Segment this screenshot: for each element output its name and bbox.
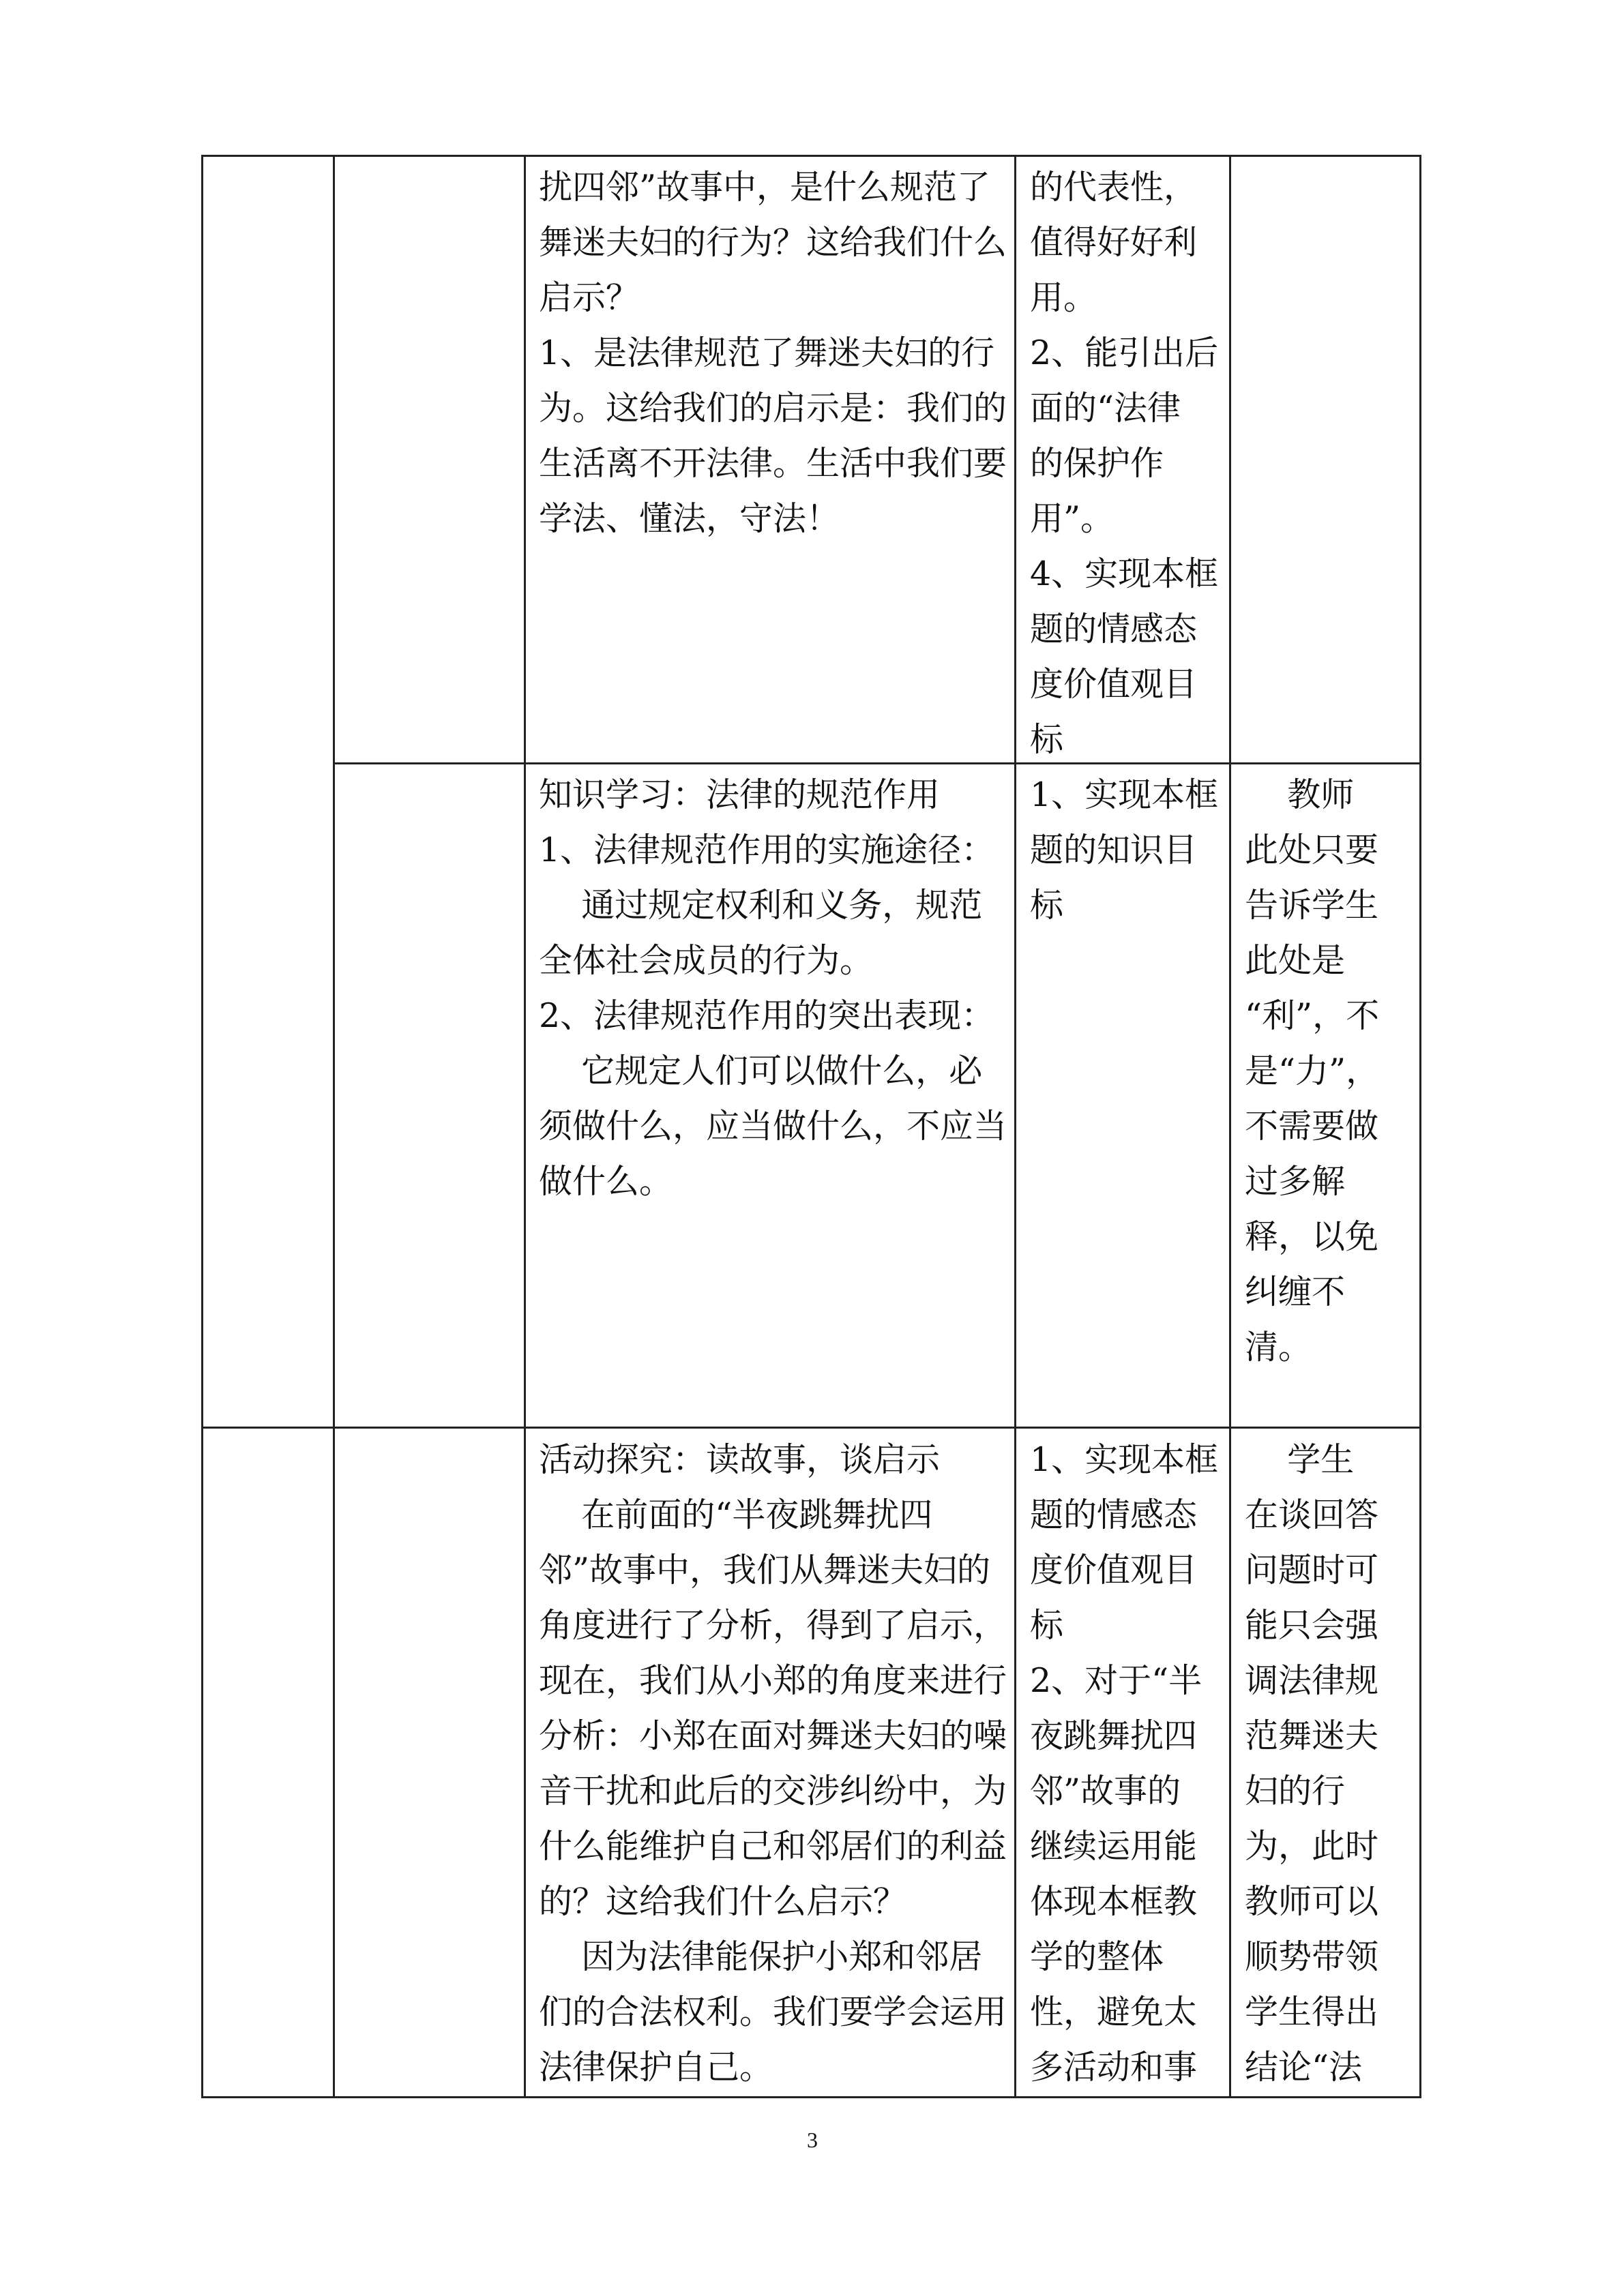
text-line: 用。 [1030,278,1097,317]
text-line: 音干扰和此后的交涉纠纷中，为 [539,1772,1007,1810]
text-line: 学的整体 [1030,1937,1164,1976]
text-line: 什么能维护自己和邻居们的利益 [539,1827,1007,1866]
text-line: 值得好好利 [1030,223,1198,262]
text-line: 全体社会成员的行为。 [539,941,874,980]
text-line: 现在，我们从小郑的角度来进行 [539,1661,1007,1700]
text-line: 继续运用能 [1030,1827,1198,1866]
text-line: 为，此时 [1245,1827,1379,1866]
col-border-3 [1014,155,1016,2098]
text-line: 学生 [1245,1440,1355,1479]
text-line: 此处是 [1245,941,1346,980]
text-line: 角度进行了分析，得到了启示， [539,1606,1007,1645]
text-line: 学法、懂法，守法！ [539,499,840,538]
text-line: 2、能引出后 [1030,333,1219,372]
text-line: 4、实现本框 [1030,554,1219,593]
text-line: 标 [1030,1606,1064,1645]
row3-intent-cell [1030,1432,1224,2095]
row2-notes-cell [1245,767,1415,1375]
row2-content-cell [539,767,1009,1209]
text-line: 2、法律规范作用的突出表现： [539,996,995,1035]
text-line: 纠缠不 [1245,1272,1346,1311]
text-line: 邻”故事的 [1030,1772,1181,1810]
row1-intent-cell [1030,160,1224,767]
text-line: 范舞迷夫 [1245,1716,1379,1755]
text-line: 法律保护自己。 [539,2048,773,2087]
text-line: 通过规定权利和义务，规范 [539,886,983,925]
text-line: 须做什么，应当做什么，不应当 [539,1107,1007,1146]
text-line: 的？这给我们什么启示？ [539,1882,907,1921]
text-line: 在前面的“半夜跳舞扰四 [539,1495,933,1534]
text-line: 分析：小郑在面对舞迷夫妇的噪 [539,1716,1007,1755]
text-line: 题的知识目 [1030,831,1198,869]
row3-notes-cell [1245,1432,1415,2095]
text-line: 结论“法 [1245,2048,1363,2087]
row2-intent-cell [1030,767,1224,933]
text-line: 的代表性， [1030,168,1198,207]
text-line: 1、实现本框 [1030,775,1219,814]
text-line: 度价值观目 [1030,1551,1198,1590]
col-border-1 [333,155,335,2098]
text-line: 2、对于“半 [1030,1661,1202,1700]
text-line: 告诉学生 [1245,886,1379,925]
row-divider-2 [201,1427,1421,1429]
text-line: 是“力”， [1245,1052,1380,1090]
text-line: 舞迷夫妇的行为？这给我们什么 [539,223,1007,262]
text-line: 们的合法权利。我们要学会运用 [539,1993,1007,2031]
col-border-2 [524,155,526,2098]
text-line: 1、是法律规范了舞迷夫妇的行 [539,333,995,372]
text-line: 它规定人们可以做什么，必 [539,1052,983,1090]
text-line: 释，以免 [1245,1217,1379,1256]
text-line: 性，避免太 [1030,1993,1198,2031]
text-line: 1、实现本框 [1030,1440,1219,1479]
text-line: 顺势带领 [1245,1937,1379,1976]
text-line: 做什么。 [539,1162,673,1201]
text-line: 学生得出 [1245,1993,1379,2031]
text-line: 问题时可 [1245,1551,1379,1590]
row-divider-1 [333,762,1421,764]
col-border-0 [201,155,203,2098]
text-line: 的保护作 [1030,444,1164,483]
text-line: 题的情感态 [1030,1495,1198,1534]
text-line: 体现本框教 [1030,1882,1198,1921]
text-line: 知识学习：法律的规范作用 [539,775,941,814]
text-line: 夜跳舞扰四 [1030,1716,1198,1755]
text-line: “利”，不 [1245,996,1380,1035]
col-border-5 [1419,155,1421,2098]
text-line: 能只会强 [1245,1606,1379,1645]
row1-content-cell [539,160,1009,546]
text-line: 不需要做 [1245,1107,1379,1146]
table-top-border [201,155,1421,157]
text-line: 调法律规 [1245,1661,1379,1700]
table-bottom-border [201,2096,1421,2098]
col-border-4 [1229,155,1231,2098]
text-line: 此处只要 [1245,831,1379,869]
text-line: 题的情感态 [1030,610,1198,648]
text-line: 过多解 [1245,1162,1346,1201]
text-line: 教师 [1245,775,1355,814]
text-line: 启示？ [539,278,640,317]
text-line: 标 [1030,720,1064,759]
text-line: 1、法律规范作用的实施途径： [539,831,995,869]
text-line: 多活动和事 [1030,2048,1198,2087]
text-line: 妇的行 [1245,1772,1346,1810]
text-line: 教师可以 [1245,1882,1379,1921]
page-number: 3 [807,2128,818,2152]
text-line: 面的“法律 [1030,389,1181,428]
text-line: 邻”故事中，我们从舞迷夫妇的 [539,1551,991,1590]
text-line: 清。 [1245,1328,1312,1367]
row3-content-cell [539,1432,1009,2095]
text-line: 用”。 [1030,499,1114,538]
text-line: 因为法律能保护小郑和邻居 [539,1937,983,1976]
text-line: 在谈回答 [1245,1495,1379,1534]
text-line: 扰四邻”故事中，是什么规范了 [539,168,991,207]
text-line: 度价值观目 [1030,665,1198,704]
text-line: 标 [1030,886,1064,925]
text-line: 生活离不开法律。生活中我们要 [539,444,1007,483]
text-line: 为。这给我们的启示是：我们的 [539,389,1007,428]
text-line: 活动探究：读故事，谈启示 [539,1440,941,1479]
